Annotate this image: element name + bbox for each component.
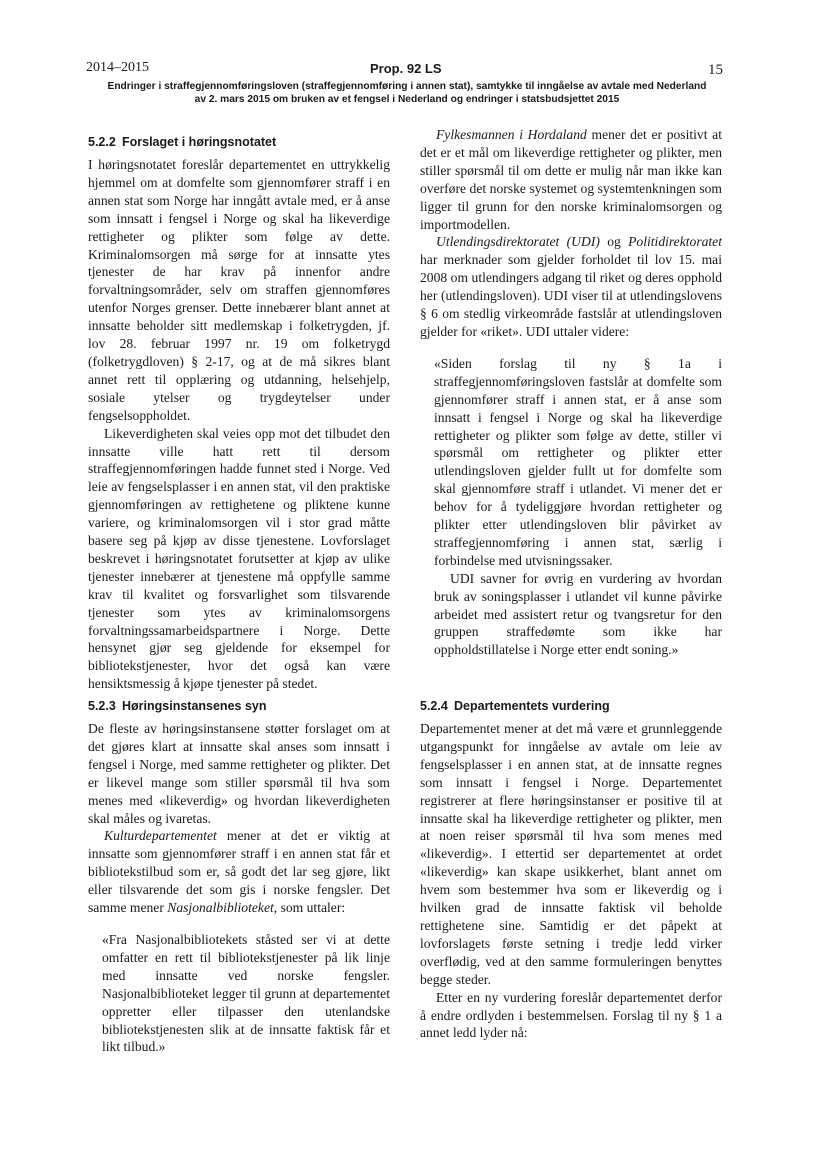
section-heading [88,698,390,714]
section-number: 5.2.4 [420,699,448,713]
running-title-line-2: av 2. mars 2015 om bruken av et fengsel i Nederland og endringer i statsbudsjettet 2015 [194,94,620,105]
emphasis: Kulturdepartementet [104,828,217,844]
emphasis: Politidirektoratet [628,234,722,250]
right-column-top [420,126,722,659]
paragraph: Etter en ny vurdering foreslår departementet derfor å endre ordlyden i bestemmelsen. Forslag til ny § 1 a annet ledd lyder nå: [420,989,722,1041]
page-header [0,0,828,110]
paragraph: I høringsnotatet foreslår departementet en uttrykkelig hjemmel om at domfelte som gjennomfører straff i en annen stat som Norge har inngått avtale med, er å anse som innsatt i fengsel i Norge og skal ha likeverdige rettigheter og plikter som følge av dette. Kriminalomsorgen må sørge for at innsatte ytes tjenester de har krav på innenfor andre forvaltningsområder, selv om straffen gjennomføres utenfor Norges grenser. Dette innebærer blant annet at innsatte beholder sitt medlemskap i folketrygden, jf. lov 28. februar 1997 nr. 19 om folketrygd (folketrygdloven) § 2-17, og at de må sikres blant annet rett til opplæring og utdanning, helsehjelp, sosiale ytelser og trygdeytelser under fengselsoppholdet. [88,157,390,423]
section-title: Høringsinstansenes syn [122,699,267,713]
section-5-2-2 [88,134,390,693]
section-title: Forslaget i høringsnotatet [122,135,277,149]
paragraph: Departementet mener at det må være et grunnleggende utgangspunkt for inngåelse av avtale om leie av fengselsplasser i en annen stat, at de innsatte regnes som innsatt i fengsel i Norge. Departementet registrerer at flere høringsinstanser er positive til at innsatte skal ha likeverdige rettigheter og plikter, men at noen reiser spørsmål til hva som menes med «likeverdig». I ettertid ser departementet at ordet «likeverdig» kan skape usikkerhet, blant annet om hvem som bestemmer hva som er likeverdig og i hvilken grad de innsatte faktisk vil beholde rettighetene sine. Samtidig er det påpekt at lovforslagets første setning i tredje ledd virker overflødig, ved at den samme formuleringen benyttes begge steder. [420,721,722,987]
paragraph: De fleste av høringsinstansene støtter forslaget om at det gjøres klart at innsatte skal anses som innsatt i fengsel i Norge, med samme rettigheter og plikter. Det er likevel mange som stiller spørsmål til hva som menes med «likeverdig» og hvordan likeverdigheten skal måles og ivaretas. [88,721,390,826]
section-heading [88,134,390,150]
block-quote: «Siden forslag til ny § 1a i straffegjennomføringsloven fastslår at domfelte som gjennomfører straff i annen stat, er å anse som innsatt i fengsel i Norge og skal ha likeverdige rettigheter og plikter som følge av dette, stiller vi spørsmål om rettigheter og plikter etter utlendingsloven gjelder fullt ut for domfelte som skal gjennomføre straff i utlandet. Vi mener det er behov for å tydeliggjøre hvordan rettigheter og plikter etter utlendingsloven blir påvirket av straffegjennomføring i annen stat, særlig i forbindelse med utvisningssaker. UDI savner for øvrig en vurdering av hvordan bruk av soningsplasser i utlandet vil kunne påvirke arbeidet med assistert retur og tvangsretur for den gruppen straffedømte som ikke har oppholdstillatelse i Norge etter endt soning.» [434,355,722,658]
section-number: 5.2.3 [88,699,116,713]
emphasis: Nasjonalbiblioteket [167,900,274,916]
section-title: Departementets vurdering [454,699,610,713]
running-title-line-1: Endringer i straffegjennomføringsloven (straffegjennomføring i annen stat), samtykke til inngåelse av avtale med Nederland [107,81,707,92]
emphasis: Utlendingsdirektoratet (UDI) [436,234,600,250]
session-year: 2014–2015 [86,60,149,75]
paragraph: Fylkesmannen i Hordaland mener det er positivt at det er et mål om likeverdige rettigheter og plikter, men stiller spørsmål til om dette er mulig når man ikke kan overføre det norske systemet og systemtenkningen som ligger til grunn for den norske kriminalomsorgen og importmodellen. [420,127,722,232]
paragraph: Likeverdigheten skal veies opp mot det tilbudet den innsatte ville hatt rett til dersom straffegjennomføringen hadde funnet sted i Norge. Ved leie av fengselsplasser i en annen stat, vil den praktiske gjennomføringen av rettighetene og pliktene kunne variere, og kriminalomsorgen vil i stor grad måtte basere seg på kjøp av disse tjenestene. Lovforslaget beskrevet i høringsnotatet forutsetter at kjøp av ulike tjenester innebærer at tjenestene må oppfylle samme krav til kvalitet og forsvarlighet som tilsvarende tjenester som ytes av kriminalomsorgens forvaltningssamarbeidspartnere i Norge. Dette hensynet gjør seg gjeldende for eksempel for bibliotekstjenester, hvor det også kan være hensiktsmessig å kjøpe tjenester på stedet. [88,425,390,692]
section-heading [420,698,722,714]
section-number: 5.2.2 [88,135,116,149]
section-5-2-3 [88,698,390,1056]
paragraph: Kulturdepartementet mener at det er viktig at innsatte som gjennomfører straff i en annen stat får et bibliotekstilbud som er, så godt det lar seg gjøre, likt eller tilsvarende det som gis i norske fengsler. Det samme mener Nasjonalbiblioteket, som uttaler: [88,828,390,916]
section-5-2-4 [420,698,722,1042]
paragraph: Utlendingsdirektoratet (UDI) og Politidirektoratet har merknader som gjelder forholdet til lov 15. mai 2008 om utlendingers adgang til riket og deres opphold her (utlendingsloven). UDI viser til at utlendingslovens § 6 om stedlig virkeområde fastslår at utlendingsloven gjelder for «riket». UDI uttaler videre: [420,234,722,339]
proposition-number: Prop. 92 LS [370,61,442,76]
emphasis: Fylkesmannen i Hordaland [436,127,587,142]
running-title [82,80,732,106]
block-quote: «Fra Nasjonalbibliotekets ståsted ser vi at dette omfatter en rett til bibliotekstjenester på lik linje med innsatte ved norske fengsler. Nasjonalbiblioteket legger til grunn at departementet oppretter eller tilpasser den utenlandske bibliotekstjenesten slik at de innsatte faktisk får et likt tilbud.» [102,931,390,1055]
page-number: 15 [708,62,723,78]
